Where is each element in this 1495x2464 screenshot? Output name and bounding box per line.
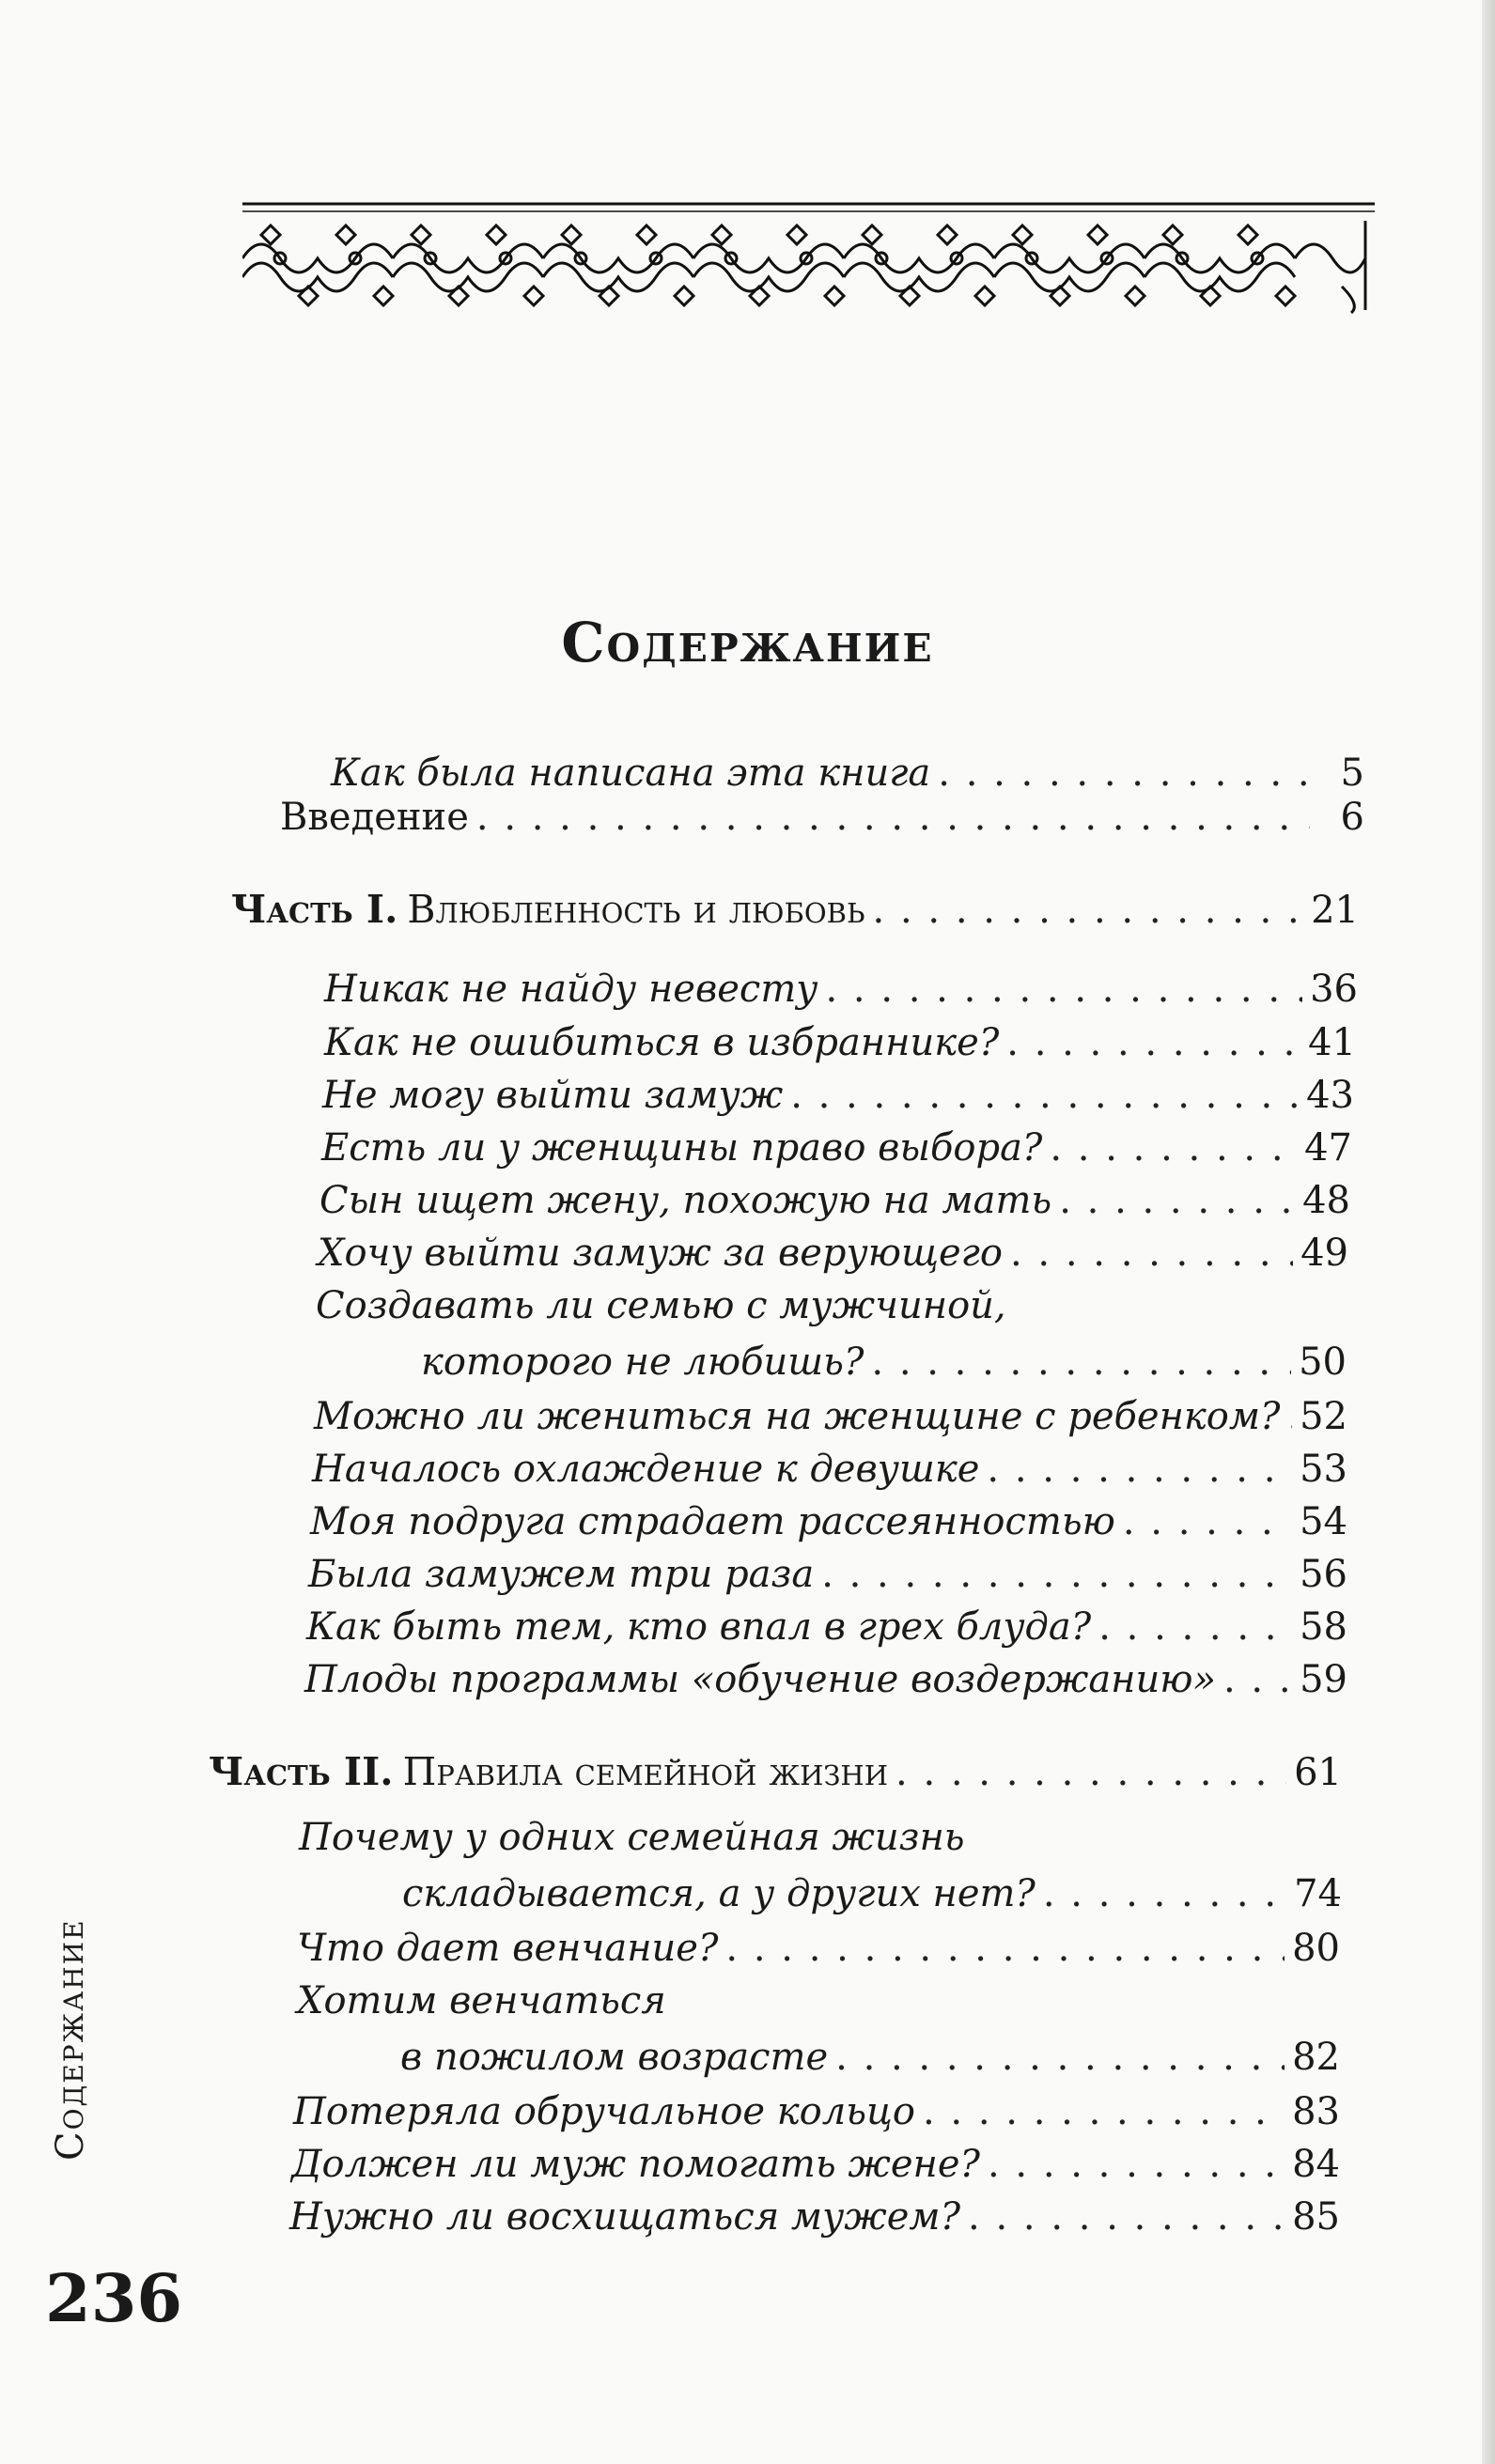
toc-entry-title: Хочу выйти замуж за верующего bbox=[318, 1232, 1003, 1275]
leader-dots bbox=[1288, 1390, 1293, 1443]
leader-dots bbox=[987, 1443, 1292, 1495]
leader-dots bbox=[1098, 1601, 1292, 1653]
toc-entry[interactable] bbox=[324, 963, 1358, 1015]
leader-dots bbox=[1006, 1016, 1300, 1069]
toc-entry-title: Плоды программы «обучение воздержанию» bbox=[304, 1658, 1216, 1701]
leader-dots bbox=[895, 1746, 1286, 1799]
leader-dots bbox=[871, 1336, 1291, 1388]
toc-entry-page: 5 bbox=[1340, 752, 1364, 795]
leader-dots bbox=[476, 791, 1310, 844]
toc-entry-title: Потеряла обручальное кольцо bbox=[293, 2090, 915, 2133]
toc-entry[interactable] bbox=[312, 1443, 1347, 1495]
toc-entry-page: 53 bbox=[1300, 1448, 1347, 1491]
toc-entry-page: 41 bbox=[1308, 1021, 1356, 1064]
toc-entry-title: Как быть тем, кто впал в грех блуда? bbox=[306, 1605, 1092, 1649]
toc-entry[interactable] bbox=[293, 2085, 1340, 2138]
leader-dots bbox=[1123, 1495, 1292, 1548]
toc-entry-page: 43 bbox=[1306, 1074, 1354, 1117]
toc-entry[interactable] bbox=[319, 1174, 1350, 1227]
toc-entry-title: Началось охлаждение к девушке bbox=[312, 1448, 980, 1491]
leader-dots bbox=[988, 2138, 1285, 2191]
part-label: Часть II. bbox=[209, 1749, 394, 1794]
toc-entry-page: 82 bbox=[1292, 2036, 1340, 2079]
toc-entry-title: Есть ли у женщины право выбора? bbox=[321, 1126, 1043, 1170]
toc-entry-title-line1: Почему у одних семейная жизнь bbox=[299, 1816, 965, 1859]
toc-entry-page: 50 bbox=[1299, 1340, 1347, 1384]
toc-entry-page: 21 bbox=[1311, 889, 1359, 932]
leader-dots bbox=[790, 1069, 1299, 1122]
toc-entry-page: 36 bbox=[1310, 968, 1358, 1011]
toc-entry-title: которого не любишь? bbox=[421, 1340, 864, 1384]
toc-entry[interactable] bbox=[280, 791, 1364, 844]
toc-entry-title: Не могу выйти замуж bbox=[322, 1074, 784, 1117]
toc-entry[interactable] bbox=[321, 1122, 1352, 1174]
toc-entry-page: 6 bbox=[1340, 796, 1364, 839]
toc-entry-page: 48 bbox=[1302, 1179, 1350, 1222]
part-name: Правила семейной жизни bbox=[402, 1749, 889, 1794]
part-label: Часть I. bbox=[231, 887, 398, 932]
leader-dots bbox=[873, 884, 1304, 937]
toc-entry-page: 84 bbox=[1292, 2143, 1340, 2186]
toc-entry-title: складывается, а у других нет? bbox=[402, 1872, 1036, 1915]
toc-part-1[interactable] bbox=[231, 883, 1359, 937]
toc-entry-title: Как не ошибиться в избраннике? bbox=[324, 1021, 1000, 1064]
toc-entry[interactable] bbox=[291, 2138, 1340, 2191]
toc-entry-title: Нужно ли восхищаться мужем? bbox=[289, 2195, 961, 2239]
toc-entry[interactable] bbox=[324, 1016, 1356, 1069]
leader-dots bbox=[725, 1922, 1285, 1975]
leader-dots bbox=[1010, 1227, 1293, 1279]
toc-entry-title: Можно ли жениться на женщине с ребенком? bbox=[314, 1395, 1281, 1438]
page-number: 236 bbox=[45, 2259, 183, 2337]
toc-entry-title: Моя подруга страдает рассеянностью bbox=[310, 1500, 1115, 1543]
toc-entry[interactable] bbox=[322, 1069, 1354, 1122]
toc-entry-page: 54 bbox=[1300, 1500, 1347, 1543]
toc-entry[interactable] bbox=[297, 1922, 1340, 1975]
toc-entry-title: Была замужем три раза bbox=[308, 1553, 815, 1596]
part-name: Влюбленность и любовь bbox=[407, 887, 865, 932]
toc-entry[interactable] bbox=[314, 1390, 1347, 1443]
leader-dots bbox=[1050, 1122, 1297, 1174]
toc-entry[interactable] bbox=[310, 1495, 1347, 1548]
toc-entry-title: Как была написана эта книга bbox=[331, 752, 931, 795]
toc-entry-page: 80 bbox=[1292, 1927, 1340, 1970]
leader-dots bbox=[835, 2031, 1285, 2084]
toc-entry-page: 85 bbox=[1292, 2195, 1340, 2239]
toc-entry-title: Должен ли муж помогать жене? bbox=[291, 2143, 980, 2186]
toc-entry-page: 83 bbox=[1292, 2090, 1340, 2133]
leader-dots bbox=[1223, 1653, 1292, 1706]
running-header-side: Содержание bbox=[49, 1918, 92, 2161]
part-heading bbox=[209, 1745, 888, 1798]
toc-entry-title-line1: Хотим венчаться bbox=[297, 1979, 666, 2022]
toc-entry[interactable] bbox=[318, 1227, 1348, 1279]
toc-entry-page: 49 bbox=[1300, 1232, 1348, 1275]
leader-dots bbox=[923, 2085, 1285, 2138]
toc-entry-page: 61 bbox=[1294, 1751, 1342, 1794]
toc-entry[interactable] bbox=[306, 1601, 1347, 1653]
toc-entry-title: в пожилом возрасте bbox=[400, 2036, 829, 2079]
toc-entry[interactable] bbox=[421, 1336, 1347, 1388]
toc-entry-title: Никак не найду невесту bbox=[324, 968, 818, 1011]
toc-entry-title: Что дает венчание? bbox=[297, 1927, 719, 1970]
toc-entry-page: 59 bbox=[1300, 1658, 1347, 1701]
toc-entry[interactable] bbox=[402, 1867, 1342, 1920]
toc-entry-page: 52 bbox=[1300, 1395, 1347, 1438]
leader-dots bbox=[821, 1548, 1292, 1601]
leader-dots bbox=[1043, 1867, 1286, 1920]
leader-dots bbox=[825, 963, 1302, 1015]
toc-entry[interactable] bbox=[400, 2031, 1340, 2084]
leader-dots bbox=[968, 2191, 1285, 2243]
part-heading bbox=[231, 883, 865, 936]
toc-entry[interactable] bbox=[308, 1548, 1347, 1601]
toc-entry-title: Сын ищет жену, похожую на мать bbox=[319, 1179, 1052, 1222]
toc-entry-page: 58 bbox=[1300, 1605, 1347, 1649]
toc-entry-title: Введение bbox=[280, 796, 469, 839]
toc-entry[interactable] bbox=[289, 2191, 1340, 2243]
leader-dots bbox=[1059, 1174, 1295, 1227]
page-title: Содержание bbox=[561, 611, 934, 674]
toc-part-2[interactable] bbox=[209, 1745, 1342, 1799]
toc-entry-page: 56 bbox=[1300, 1553, 1347, 1596]
toc-entry-page: 47 bbox=[1304, 1126, 1352, 1170]
toc-entry[interactable] bbox=[304, 1653, 1347, 1706]
toc-entry-title-line1: Создавать ли семью с мужчиной, bbox=[316, 1284, 1006, 1327]
toc-entry-page: 74 bbox=[1294, 1872, 1342, 1915]
